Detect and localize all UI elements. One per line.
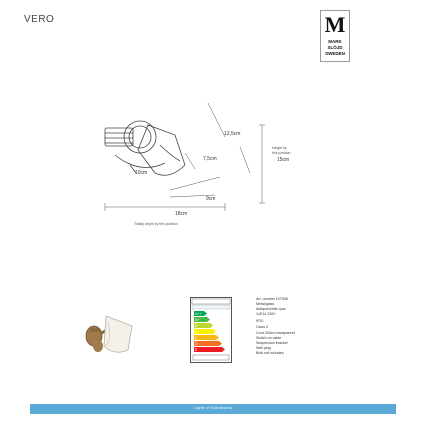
energy-class-label: E	[195, 348, 198, 352]
height-note-line-1: Height by	[272, 146, 287, 150]
product-name: VERO	[24, 14, 55, 25]
dimension-10cm: 10cm	[135, 170, 148, 176]
brand-logo	[320, 10, 350, 62]
energy-class-bar	[194, 335, 219, 340]
spec-line: 1xE14 230V	[256, 312, 276, 316]
energy-label-graphic	[191, 298, 231, 362]
spec-line: Class II	[256, 325, 268, 329]
energy-class-bar	[194, 341, 222, 346]
spec-line: IP20	[256, 319, 264, 323]
energy-class-label: A	[195, 324, 198, 328]
height-note-line-2: this position	[272, 151, 291, 155]
spec-line: Wall plug	[256, 346, 271, 350]
dimension-18cm: 18cm	[175, 211, 188, 217]
spec-line: Metal/glass	[256, 302, 275, 306]
product-photo	[84, 310, 140, 360]
energy-class-label: A+	[195, 318, 200, 322]
total-depth-note: Totally depth by this position	[134, 222, 178, 226]
spec-line: Suspension bracket	[256, 341, 288, 345]
logo-word-2: SLÖJD	[327, 45, 343, 50]
technical-drawing	[100, 95, 280, 215]
footer-text: Lights of Scandinavia	[193, 405, 233, 410]
spec-line: Switch on cable	[256, 336, 282, 340]
spec-line: Cord 200cm transparent	[256, 331, 295, 335]
height-note-line-3: 15cm	[277, 157, 290, 163]
energy-class-label: D	[195, 342, 198, 346]
spec-line: Art. number 107508	[256, 297, 288, 301]
energy-label	[190, 297, 232, 363]
spec-line: Antique/white opal	[256, 307, 286, 311]
dimension-12-5cm: 12,5cm	[224, 131, 241, 137]
dimension-7-5cm: 7,5cm	[203, 156, 217, 162]
footer-bar	[30, 404, 396, 414]
logo-word-1: MARK	[328, 39, 342, 44]
dimension-9cm: 9cm	[206, 196, 216, 202]
logo-letter: M	[324, 12, 346, 37]
spec-line: Bulb not included	[256, 351, 284, 355]
energy-class-label: A++	[195, 312, 202, 316]
energy-class-label: C	[195, 336, 198, 340]
energy-class-bar	[194, 347, 225, 352]
logo-word-3: SWEDEN	[325, 51, 345, 56]
energy-class-label: B	[195, 330, 198, 334]
